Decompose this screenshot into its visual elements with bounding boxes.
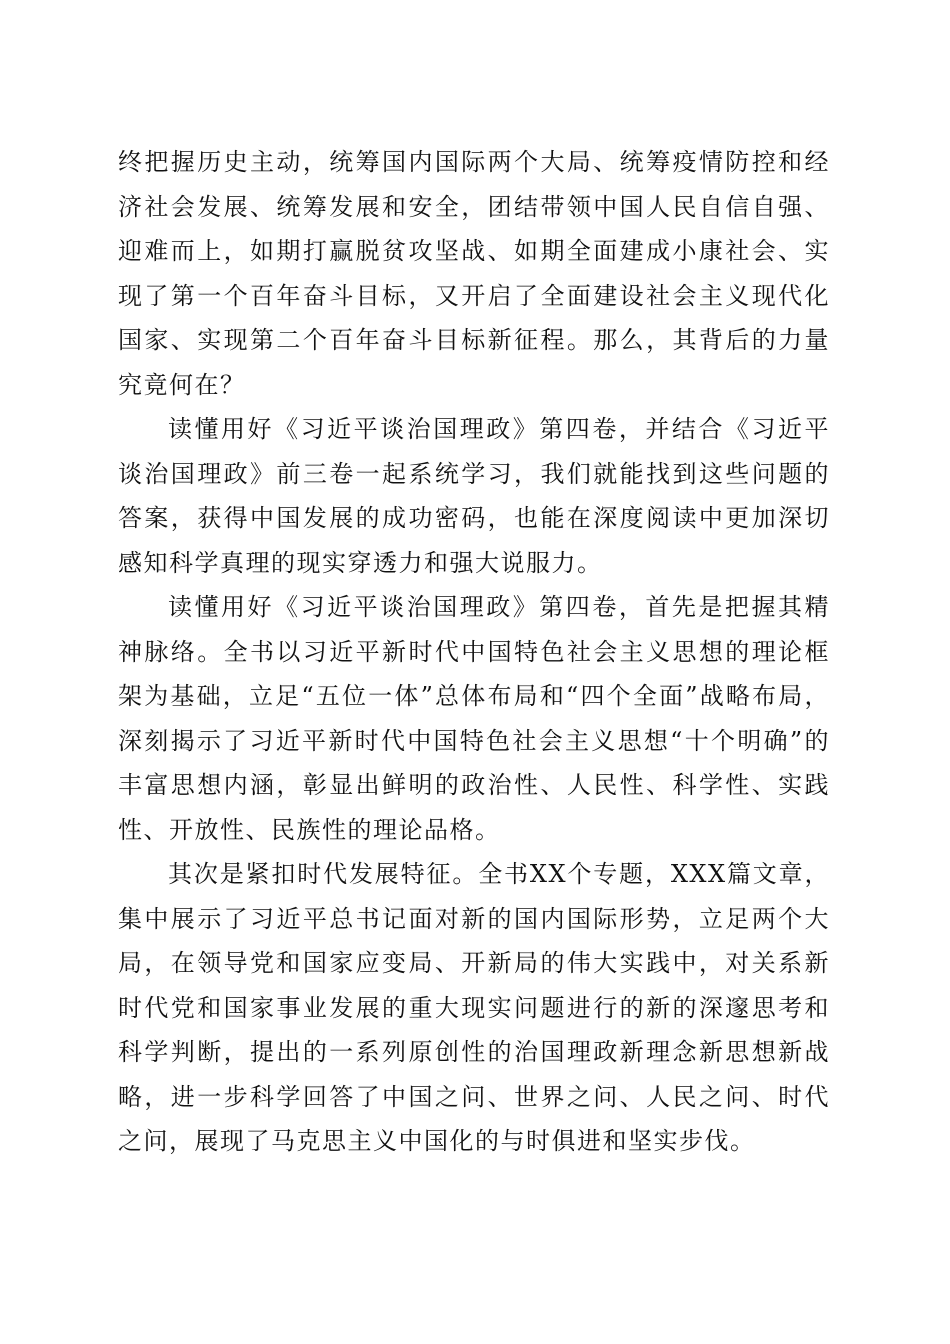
paragraph-continuation: 终把握历史主动，统筹国内国际两个大局、统筹疫情防控和经济社会发展、统筹发展和安全，团结带领中国人民自信自强、迎难而上，如期打赢脱贫攻坚战、如期全面建成小康社会、实现了第一个百年奋斗目标，又开启了全面建设社会主义现代化国家、实现第二个百年奋斗目标新征程。那么，其背后的力量究竟何在？ xyxy=(118,148,830,399)
paragraph-spiritual-context: 读懂用好《习近平谈治国理政》第四卷，首先是把握其精神脉络。全书以习近平新时代中国特色社会主义思想的理论框架为基础，立足“五位一体”总体布局和“四个全面”战略布局，深刻揭示了习近平新时代中国特色社会主义思想“十个明确”的丰富思想内涵，彰显出鲜明的政治性、人民性、科学性、实践性、开放性、民族性的理论品格。 xyxy=(118,593,830,844)
document-body xyxy=(118,140,830,1164)
paragraph-era-features: 其次是紧扣时代发展特征。全书XX个专题，XXX篇文章，集中展示了习近平总书记面对新的国内国际形势，立足两个大局，在领导党和国家应变局、开新局的伟大实践中，对关系新时代党和国家事业发展的重大现实问题进行的新的深邃思考和科学判断，提出的一系列原创性的治国理政新理念新思想新战略，进一步科学回答了中国之问、世界之问、人民之问、时代之问，展现了马克思主义中国化的与时俱进和坚实步伐。 xyxy=(118,860,830,1155)
paragraph-reading-guide: 读懂用好《习近平谈治国理政》第四卷，并结合《习近平谈治国理政》前三卷一起系统学习，我们就能找到这些问题的答案，获得中国发展的成功密码，也能在深度阅读中更加深切感知科学真理的现实穿透力和强大说服力。 xyxy=(118,415,830,577)
